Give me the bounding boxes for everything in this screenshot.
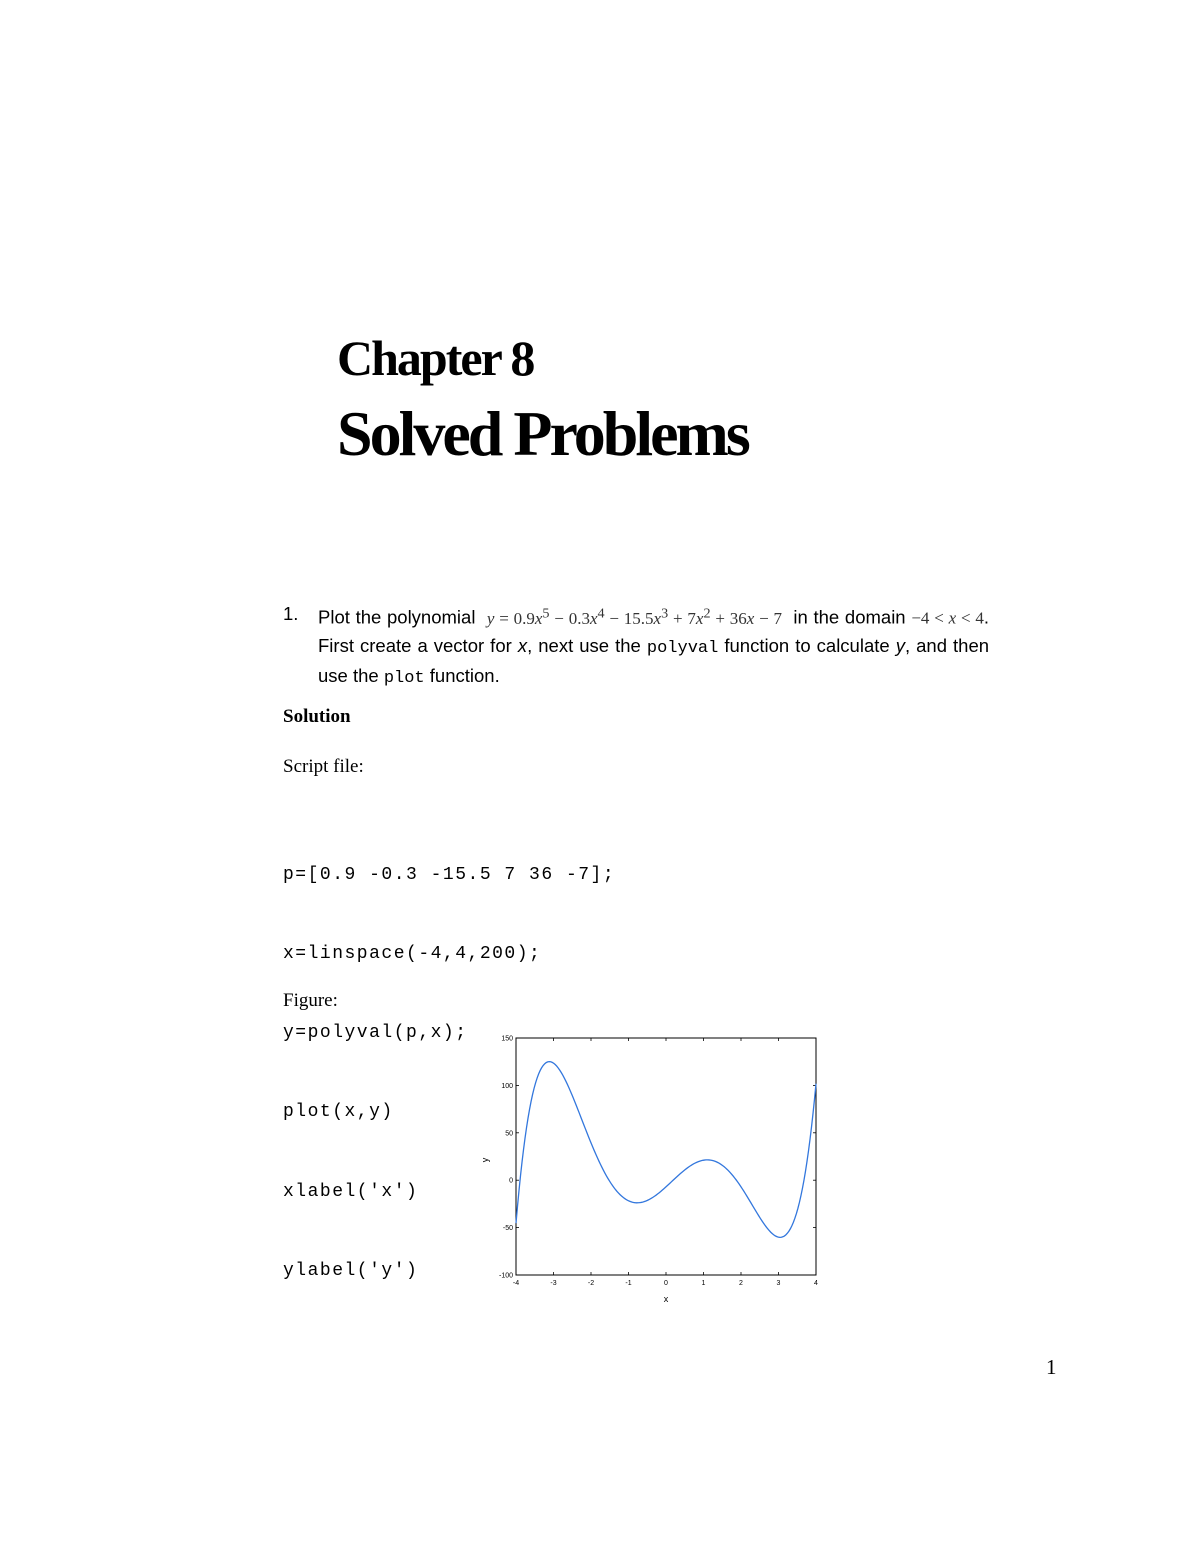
equation-term: x: [695, 608, 704, 628]
y-tick-label: -50: [502, 1225, 513, 1233]
figure-label: Figure:: [283, 990, 338, 1011]
y-tick-label: 50: [505, 1130, 513, 1138]
problem-1: [283, 600, 989, 692]
domain-inequality: [911, 609, 984, 628]
problem-text-segment: function to calculate: [724, 634, 890, 656]
polynomial-equation: [486, 605, 782, 628]
chapter-heading: Chapter 8: [337, 330, 534, 386]
domain-term: −4 <: [911, 608, 949, 628]
function-name-plot: plot: [383, 668, 425, 688]
code-line: p=[0.9 -0.3 -15.5 7 36 -7];: [283, 864, 616, 885]
code-line: x=linspace(-4,4,200);: [283, 944, 542, 965]
x-tick-label: -2: [587, 1280, 595, 1287]
equation-exponent: 4: [597, 605, 605, 621]
variable-y: y: [895, 634, 905, 656]
page-title: Solved Problems: [337, 398, 748, 469]
x-tick-label: 4: [814, 1280, 818, 1287]
y-tick-label: -100: [498, 1272, 513, 1280]
problem-text-segment: . First create a vector for: [318, 606, 990, 656]
y-tick-label: 150: [501, 1035, 513, 1043]
equation-term: = 0.9: [494, 608, 535, 628]
domain-term: x: [948, 608, 957, 628]
variable-x: x: [517, 634, 528, 656]
function-name-polyval: polyval: [646, 638, 719, 658]
problem-text-segment: Plot the polynomial: [318, 606, 476, 628]
x-axis-label: x: [663, 1294, 669, 1304]
data-line: [516, 1062, 816, 1238]
x-tick-label: 3: [776, 1280, 781, 1287]
polynomial-plot: [478, 1030, 828, 1310]
equation-term: y: [486, 608, 495, 628]
x-tick-label: -3: [550, 1280, 557, 1287]
problem-text-segment: in the domain: [793, 606, 906, 628]
code-line: ylabel('y'): [283, 1260, 419, 1281]
problem-text: [318, 600, 989, 692]
equation-exponent: 5: [542, 605, 550, 621]
x-tick-label: 2: [739, 1280, 743, 1287]
equation-exponent: 2: [703, 605, 711, 621]
x-tick-label: 0: [664, 1280, 668, 1287]
domain-term: < 4: [956, 608, 984, 628]
problem-text-segment: , next use the: [527, 634, 641, 656]
equation-term: x: [653, 608, 662, 628]
equation-exponent: 3: [661, 605, 669, 621]
equation-term: x: [589, 608, 598, 628]
problem-text-segment: function.: [429, 664, 500, 686]
plot-axes-box: [516, 1038, 816, 1275]
equation-term: x: [746, 608, 755, 628]
equation-term: + 7: [668, 608, 696, 628]
equation-term: − 15.5: [604, 608, 654, 628]
solution-label: Solution: [283, 706, 351, 727]
code-line: plot(x,y): [283, 1102, 394, 1123]
equation-term: − 7: [754, 608, 782, 628]
x-tick-label: 1: [701, 1280, 706, 1287]
y-axis-label: y: [480, 1157, 490, 1163]
plot-ticks: [499, 1036, 818, 1288]
problem-text-segment: , and then use the: [318, 634, 990, 686]
code-line: y=polyval(p,x);: [283, 1023, 468, 1044]
problem-number: 1.: [283, 603, 299, 624]
y-tick-label: 0: [509, 1177, 513, 1185]
script-file-label: Script file:: [283, 756, 364, 777]
y-tick-label: 100: [501, 1082, 513, 1090]
equation-term: − 0.3: [549, 608, 590, 628]
code-line: xlabel('x'): [283, 1181, 419, 1202]
x-tick-label: -4: [512, 1280, 520, 1287]
page-number: 1: [1046, 1355, 1057, 1379]
equation-term: + 36: [710, 608, 747, 628]
equation-term: x: [534, 608, 543, 628]
x-tick-label: -1: [625, 1280, 632, 1287]
